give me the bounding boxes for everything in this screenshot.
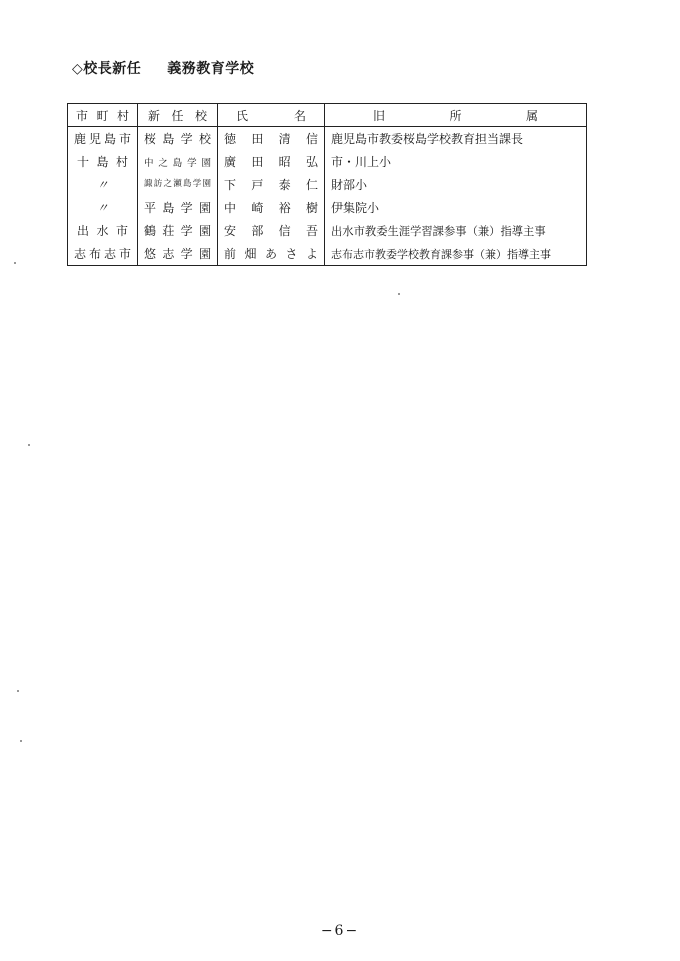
cell-school: 悠志学園 [138, 242, 218, 266]
table-row [68, 219, 587, 242]
cell-school: 平島学園 [138, 196, 218, 219]
scan-speck [28, 444, 30, 446]
cell-school: 桜島学校 [138, 127, 218, 151]
cell-school: 鶴荘学園 [138, 219, 218, 242]
principal-appointment-table [67, 103, 587, 266]
diamond-marker: ◇ [72, 61, 84, 77]
scan-speck [20, 740, 22, 742]
table-row [68, 242, 587, 266]
heading-category: 義務教育学校 [167, 61, 255, 77]
header-name: 氏名 [218, 104, 325, 127]
cell-municipality: 十島村 [77, 155, 128, 169]
cell-previous: 志布志市教委学校教育課参事（兼）指導主事 [325, 242, 587, 266]
page-number: −6− [320, 923, 360, 939]
cell-municipality-ditto: 〃 [96, 178, 109, 192]
cell-municipality: 出水市 [77, 224, 128, 238]
scan-speck [17, 690, 19, 692]
cell-previous: 市・川上小 [325, 150, 587, 173]
cell-municipality: 志布志市 [74, 247, 131, 261]
cell-previous: 出水市教委生涯学習課参事（兼）指導主事 [325, 219, 587, 242]
cell-school: 中之島学園 [138, 150, 218, 173]
table-row [68, 127, 587, 151]
cell-municipality-ditto: 〃 [96, 201, 109, 215]
table-row [68, 196, 587, 219]
table-row [68, 173, 587, 196]
table-header-row [68, 104, 587, 127]
cell-name: 前畑あさよ [218, 242, 325, 266]
cell-name: 中崎裕樹 [218, 196, 325, 219]
cell-name: 徳田清信 [218, 127, 325, 151]
header-municipality: 市町村 [68, 104, 138, 127]
cell-municipality: 鹿児島市 [74, 132, 131, 146]
cell-name: 安部信吾 [218, 219, 325, 242]
cell-previous: 伊集院小 [325, 196, 587, 219]
table-row [68, 150, 587, 173]
header-new-school: 新任校 [138, 104, 218, 127]
scan-speck [398, 293, 400, 295]
cell-previous: 財部小 [325, 173, 587, 196]
header-previous: 旧所属 [325, 104, 587, 127]
cell-previous: 鹿児島市教委桜島学校教育担当課長 [325, 127, 587, 151]
cell-name: 下戸泰仁 [218, 173, 325, 196]
cell-school: 諏訪之瀬島学園 [138, 173, 218, 196]
heading-label: 校長新任 [83, 61, 142, 77]
scan-speck [14, 262, 16, 264]
section-heading [72, 58, 254, 78]
cell-name: 廣田昭弘 [218, 150, 325, 173]
